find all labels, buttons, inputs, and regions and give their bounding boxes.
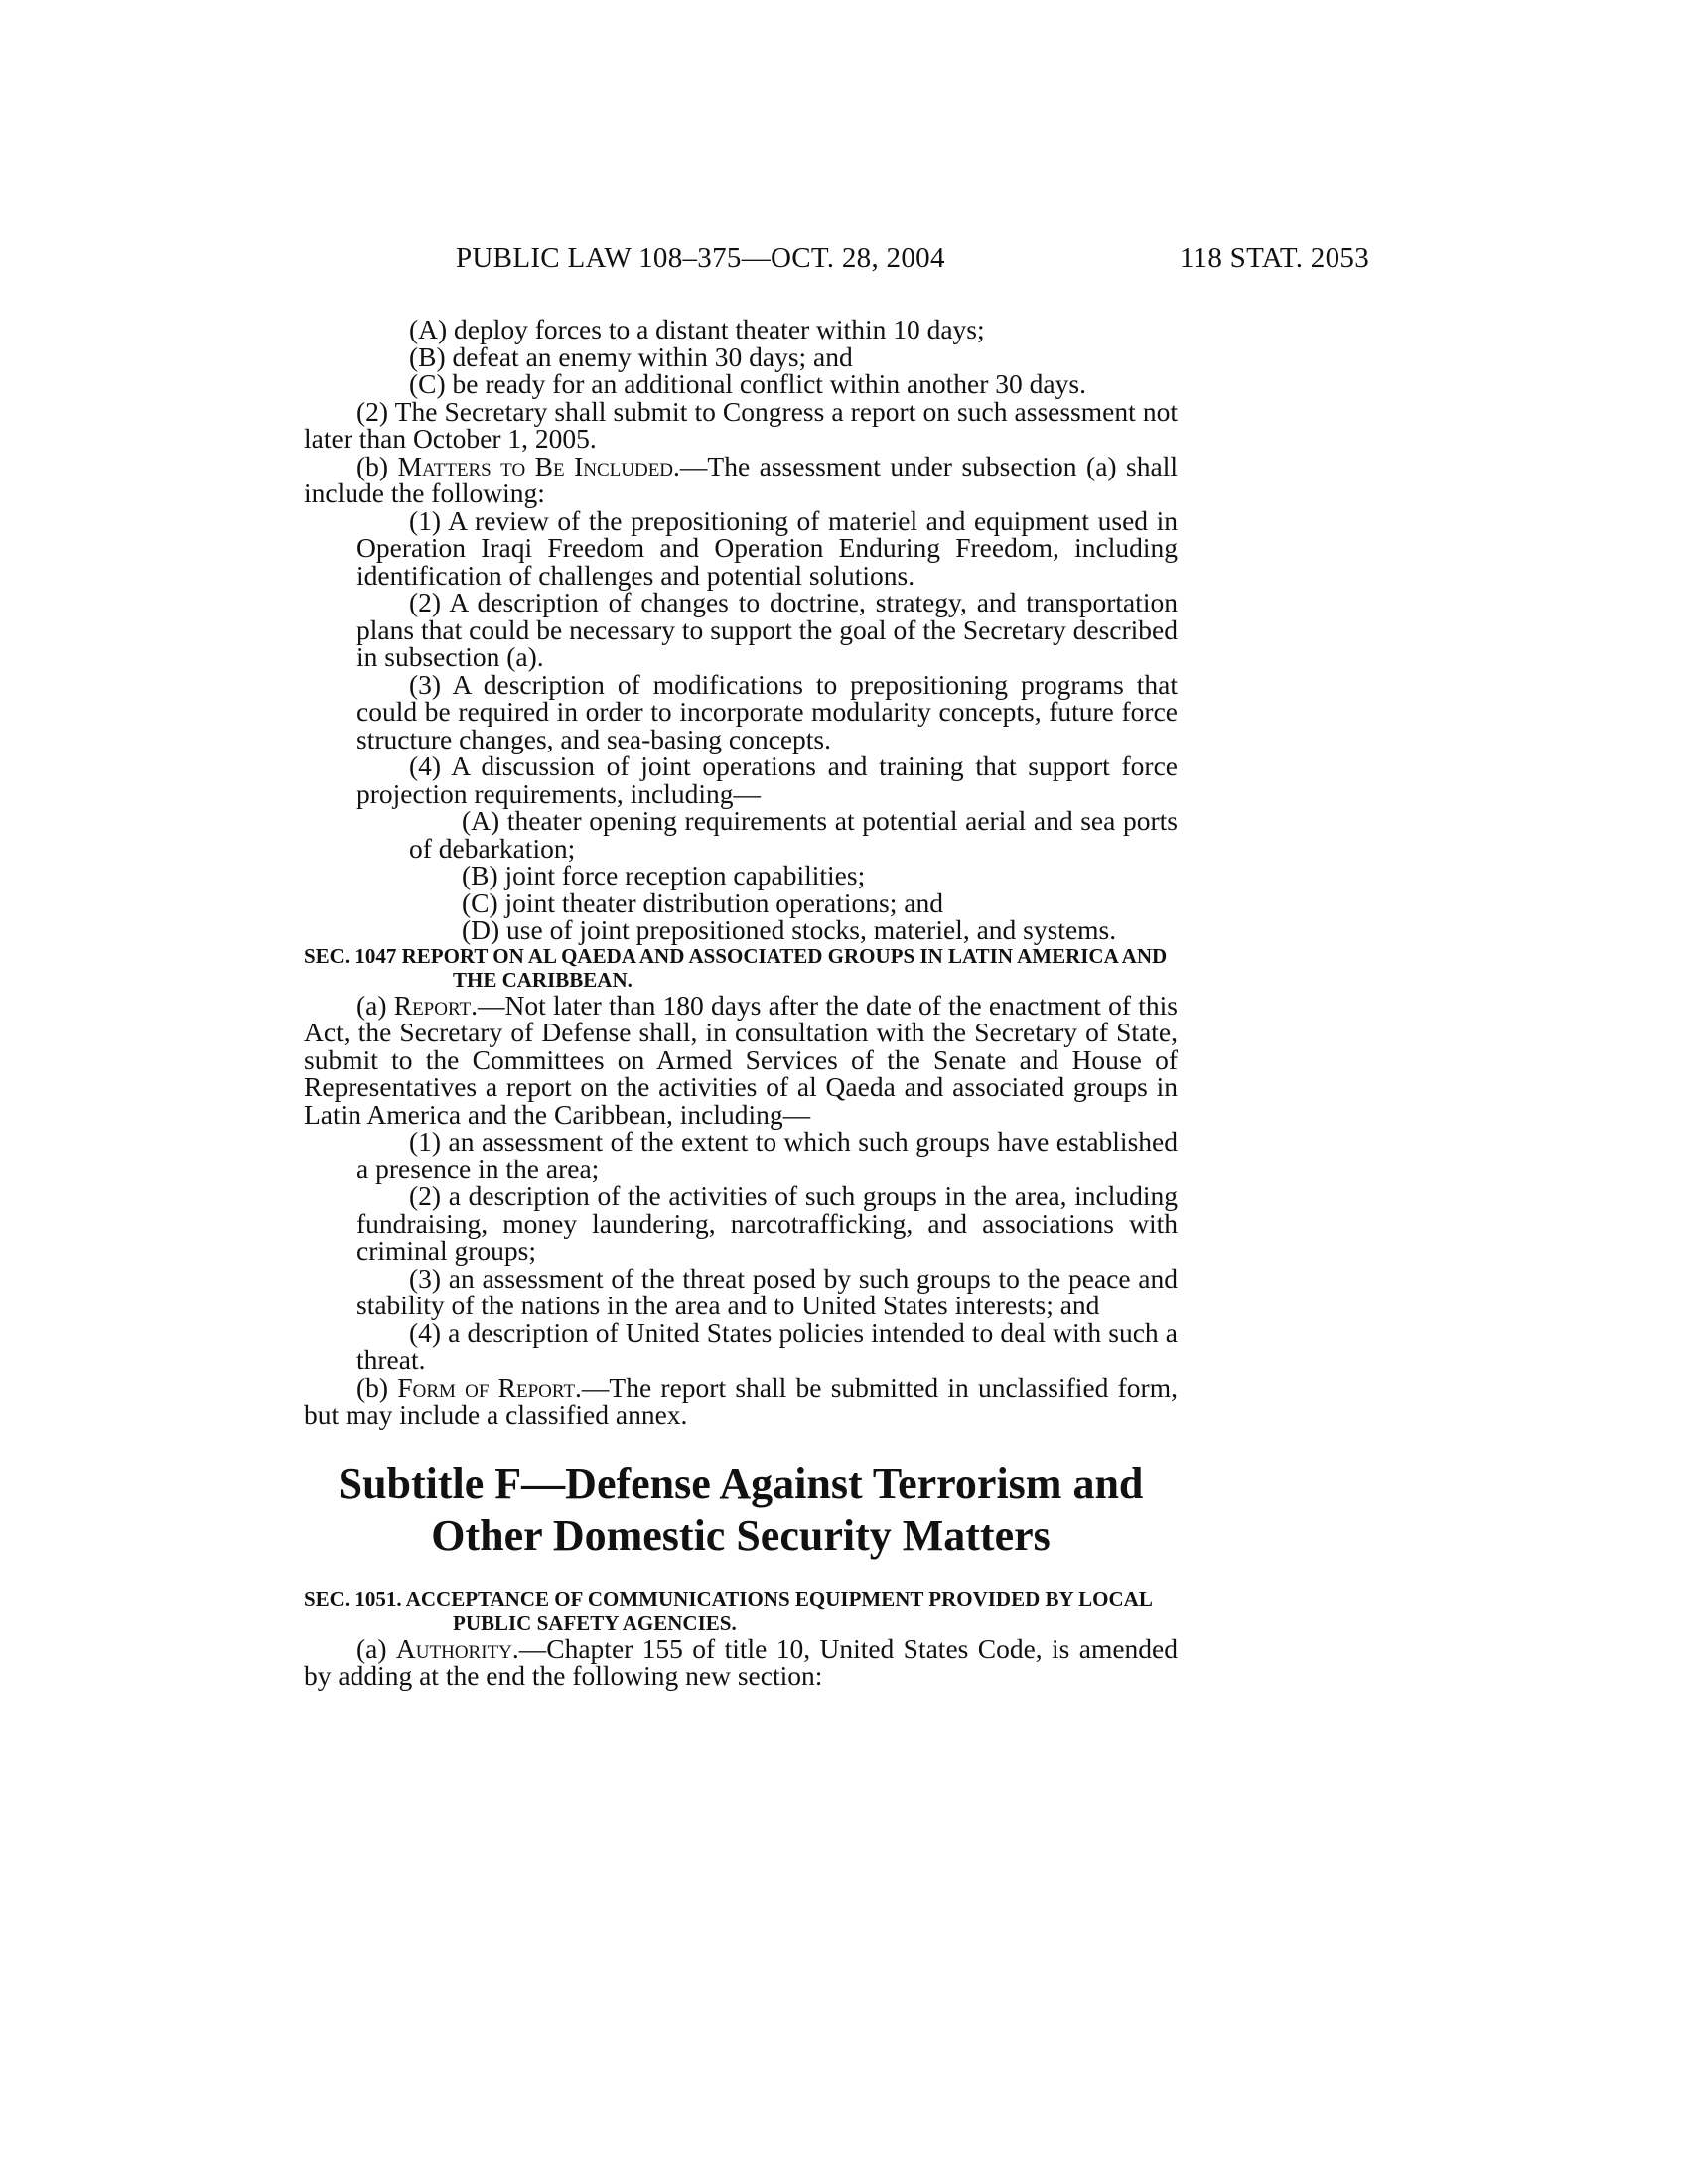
item-b4: (4) A discussion of joint operations and training that support force projection requirements, including— [356,751,1178,809]
section-1047-b: (b) Form of Report.—The report shall be submitted in unclassified form, but may include a classified annex. [304,1371,1178,1430]
statute-page-number: 118 STAT. 2053 [1179,242,1369,274]
section-1047-item-4: (4) a description of United States policies intended to deal with such a threat. [356,1316,1178,1375]
section-1047-a-heading: Report [393,989,472,1021]
section-1047-item-2: (2) a description of the activities of such groups in the area, including fundraising, money laundering, narcotrafficking, and associations with criminal groups; [356,1180,1178,1266]
subsection-b-heading: Matters to Be Included [397,450,674,481]
section-1051-a-heading: Authority [395,1632,512,1664]
paragraph-2: (2) The Secretary shall submit to Congress a report on such assessment not later than October 1, 2005. [304,395,1178,454]
section-1047-b-heading: Form of Report [397,1371,576,1403]
paragraph-1a: (A) deploy forces to a distant theater within 10 days; [409,314,985,344]
subsection-b: (b) Matters to Be Included.—The assessment under subsection (a) shall include the following: [304,450,1178,508]
item-b4a: (A) theater opening requirements at potential aerial and sea ports of debarkation; [409,805,1178,864]
subtitle-line-2: Other Domestic Security Matters [431,1510,1051,1560]
item-b4d: (D) use of joint prepositioned stocks, materiel, and systems. [462,914,1117,945]
paragraph-1b: (B) defeat an enemy within 30 days; and [409,341,853,372]
section-1047-item-1: (1) an assessment of the extent to which such groups have established a presence in the area; [356,1126,1178,1184]
public-law-citation: PUBLIC LAW 108–375—OCT. 28, 2004 [456,242,945,274]
item-b3: (3) A description of modifications to prepositioning programs that could be required in order to incorporate modularity concepts, future force structure changes, and sea-basing concepts. [356,668,1178,754]
subtitle-line-1: Subtitle F—Defense Against Terrorism and [338,1458,1144,1508]
item-b4b: (B) joint force reception capabilities; [462,860,866,890]
item-b2: (2) A description of changes to doctrine, strategy, and transportation plans that could be necessary to support the goal of the Secretary described in subsection (a). [356,587,1178,672]
subtitle-heading [304,1458,1178,1562]
document-body [304,316,1178,1690]
page-header [456,242,1369,282]
section-1051-heading: SEC. 1051. ACCEPTANCE OF COMMUNICATIONS EQUIPMENT PROVIDED BY LOCAL PUBLIC SAFETY AGENCIES. [304,1586,1152,1635]
section-1047-item-3: (3) an assessment of the threat posed by such groups to the peace and stability of the nations in the area and to United States interests; and [356,1262,1178,1320]
section-1047-a: (a) Report.—Not later than 180 days after the date of the enactment of this Act, the Secretary of Defense shall, in consultation with the Secretary of State, submit to the Committees on Armed Services of the Senate and House of Representatives a report on the activities of al Qaeda and associated groups in Latin America and the Caribbean, including— [304,989,1178,1130]
paragraph-1c: (C) be ready for an additional conflict within another 30 days. [409,368,1086,399]
section-1047-heading: SEC. 1047 REPORT ON AL QAEDA AND ASSOCIATED GROUPS IN LATIN AMERICA AND THE CARIBBEAN. [304,943,1168,992]
item-b1: (1) A review of the prepositioning of materiel and equipment used in Operation Iraqi Freedom and Operation Enduring Freedom, including identification of challenges and potential solutions. [356,504,1178,591]
section-1051-a: (a) Authority.—Chapter 155 of title 10, United States Code, is amended by adding at the end the following new section: [304,1632,1178,1691]
item-b4c: (C) joint theater distribution operations; and [462,887,943,918]
